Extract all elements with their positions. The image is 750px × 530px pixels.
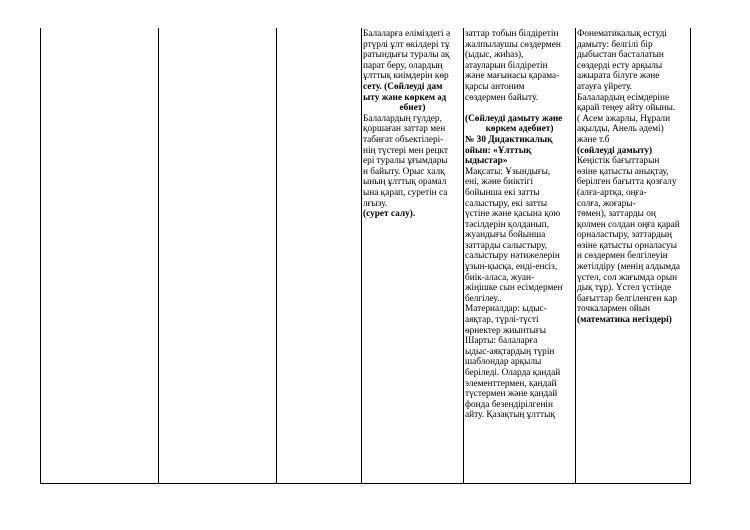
text-line: ыдыстар»	[465, 156, 508, 167]
text-line: (сурет салу).	[363, 209, 416, 220]
text-line: (ыдыс, жиһаз),	[465, 50, 524, 61]
text-line: табиғат объектілері-	[363, 134, 444, 145]
text-line: парат беру, олардың	[363, 60, 443, 71]
text-line: салыстыру, екі затты	[465, 198, 548, 209]
text-line: қоршаған заттар мен	[363, 124, 446, 135]
table-border-bottom	[40, 483, 691, 484]
text-line: н байыту. Орыс халқ	[363, 166, 445, 177]
text-line: элементтермен, қандай	[465, 378, 557, 389]
text-line: тәсілдерін қолданып,	[465, 219, 549, 230]
text-line: сөздерді есту арқылы	[577, 60, 663, 71]
text-line: қолмен солдан оңға қарай	[577, 219, 680, 230]
text-line: атауға үйрету.	[577, 81, 633, 92]
text-line: Балалардың гүлдер,	[363, 113, 442, 124]
text-line: сету. (Сөйлеуді дам	[363, 81, 443, 92]
text-line: заттарды салыстыру,	[465, 240, 548, 251]
text-line: Балаларға еліміздегі ә	[363, 29, 451, 39]
text-line: салыстыру нәтижелерін	[465, 251, 560, 262]
table-border-left	[40, 28, 41, 484]
column-divider-1	[158, 28, 159, 484]
text-line: үстел, сол жағымда орын	[577, 272, 678, 283]
text-line: жуандығы бойынша	[465, 230, 546, 241]
text-line: бойынша екі затты	[465, 187, 540, 198]
text-line: дық тұр). Үстел үстінде	[577, 283, 672, 294]
text-line: Кеңістік бағыттарын	[577, 156, 660, 167]
text-line: жалпылаушы сөздермен	[465, 39, 561, 50]
text-line: фонда безендірілгенін	[465, 399, 553, 410]
text-line: ратындығы туралы ақ	[363, 50, 450, 61]
activity-cell-col4	[363, 29, 462, 220]
column-divider-5	[575, 28, 576, 484]
column-divider-3	[361, 28, 362, 484]
text-line: ұлттық киімдерін көр	[363, 71, 449, 82]
text-line: ртүрлі ұлт өкілдері тұ	[363, 39, 450, 50]
text-line: ұзын-қысқа, енді-енсіз,	[465, 262, 558, 273]
text-line: (алға-артқа, оңға-	[577, 187, 647, 198]
text-line: жетілдіру (менің алдымда	[577, 262, 681, 273]
text-line: бағыттар белгіленген кар	[577, 293, 678, 304]
column-divider-2	[276, 28, 277, 484]
text-line: нің түстері мен рецкт	[363, 145, 448, 156]
column-divider-4	[463, 28, 464, 484]
text-line: лғызу.	[363, 198, 388, 209]
text-line: Балалардың есімдеріне	[577, 92, 670, 103]
text-line: белгілеу..	[465, 293, 502, 304]
text-line: ына қарап, суретін са	[363, 187, 448, 198]
text-line: ( Асем ажарлы, Нұрали	[577, 113, 671, 124]
text-line: солға, жоғары-	[577, 198, 636, 209]
text-line: өрнектер жиынтығы	[465, 325, 546, 336]
text-line: қарсы антоним	[465, 81, 525, 92]
text-line: және мағынасы қарама-	[465, 71, 560, 82]
text-line: (Сөйлеуді дамыту және	[465, 113, 563, 124]
text-line: беріледі. Оларда қандай	[465, 368, 561, 378]
text-line: ебиет)	[399, 103, 426, 114]
text-line: Мақсаты: Ұзындығы,	[465, 166, 551, 177]
text-line: айту. Қазақтың ұлттық	[465, 410, 555, 421]
text-line: берілген бағытта қозғалу	[577, 177, 677, 188]
text-line: № 30 Дидактикалық	[465, 134, 553, 145]
text-line: ажырата білуге және	[577, 71, 660, 82]
text-line	[465, 103, 574, 114]
text-line: қарай теңеу айту ойыны.	[577, 103, 676, 114]
text-line: ойын: «Ұлттық	[465, 145, 532, 156]
text-line: аяқтар, түрлі-түсті	[465, 315, 539, 326]
text-line: н сөздермен белгілеуін	[577, 251, 668, 262]
table-border-right	[690, 28, 691, 484]
text-line: шаблондар арқылы	[465, 357, 542, 368]
text-line: заттар тобын білдіретін	[465, 29, 559, 39]
text-line: өзіне қатысты анықтау,	[577, 166, 669, 177]
text-line: ені, және биіктігі	[465, 177, 534, 188]
text-line: үстіне және қасына қою	[465, 209, 561, 220]
text-line: орналастыру, заттардың	[577, 230, 672, 241]
text-line: биік-аласа, жуан-	[465, 272, 535, 283]
text-line: төмен), заттарды оң	[577, 209, 656, 220]
text-line: көркем әдебиет)	[485, 124, 554, 135]
text-line: ыдыс-аяқтардың түрін	[465, 346, 555, 357]
text-line: өзіне қатысты орналасуы	[577, 240, 677, 251]
text-line: жіңішке сын есімдермен	[465, 283, 563, 294]
text-line: ының ұлттық орамал	[363, 177, 447, 188]
text-line: точкалармен ойын	[577, 304, 651, 315]
text-line: сөздермен байыту.	[465, 92, 539, 103]
text-line: (математика негіздері)	[577, 315, 672, 326]
text-line: дамыту: белгілі бір	[577, 39, 653, 50]
text-line: атауларын білдіретін	[465, 60, 548, 71]
text-line: (сөйлеуді дамыту)	[577, 145, 653, 156]
text-line: дыбыстан басталатын	[577, 50, 664, 61]
text-line: ақылды, Анель әдемі)	[577, 124, 664, 135]
activity-cell-col6	[577, 29, 689, 326]
text-line: ыту және көркем әд	[363, 92, 447, 103]
text-line: Шарты: балаларға	[465, 336, 538, 347]
text-line: Фонематикалық естуді	[577, 29, 667, 39]
activity-cell-col5	[465, 29, 574, 421]
text-line: түстермен және қандай	[465, 389, 558, 400]
text-line: Материалдар: ыдыс-	[465, 304, 547, 315]
text-line: ері туралы ұғымдары	[363, 156, 448, 167]
text-line: және т.б	[577, 134, 610, 145]
